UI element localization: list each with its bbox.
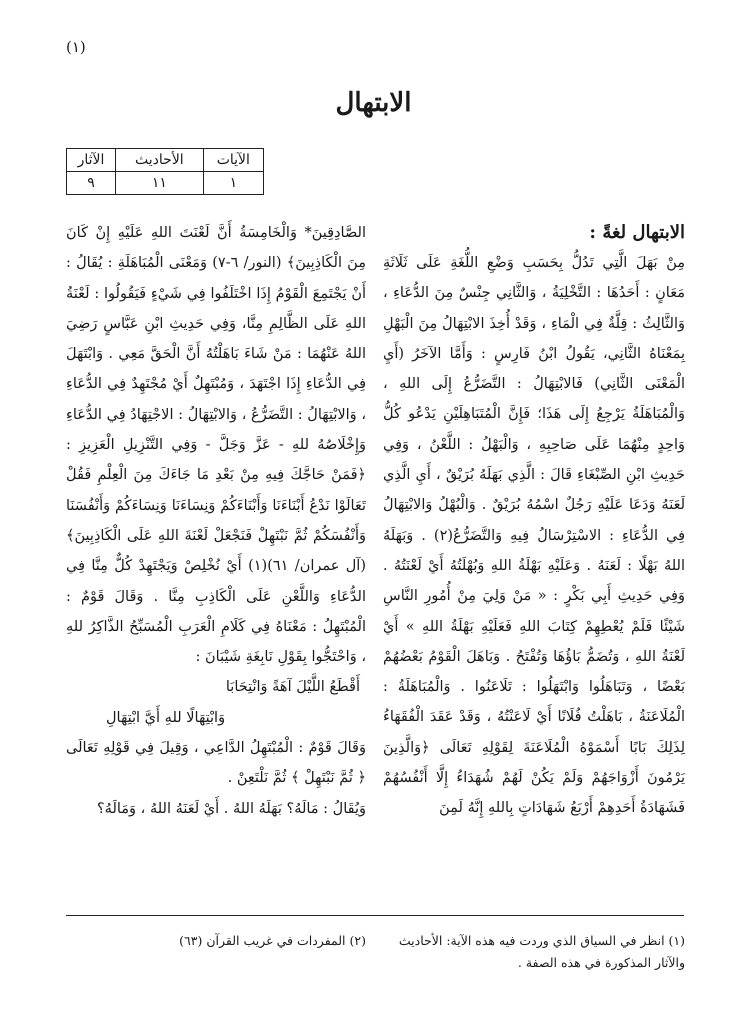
counts-table <box>66 148 264 195</box>
header-hadiths: الأحاديث <box>116 149 204 172</box>
counts-table-value-row <box>67 172 264 195</box>
poem-hemistich-2: وَابْتِهَالًا للهِ أَيَّ ابْتِهَالِ <box>106 709 226 726</box>
footnote-2-text: (٢) المفردات في غريب القرآن (٦٣) <box>179 933 366 948</box>
value-athar: ٩ <box>67 172 116 195</box>
footnote-divider <box>66 915 684 916</box>
left-column-closing-1: وَقَالَ قَوْمٌ : الْمُبْتَهِلُ الدَّاعِي ، وَقِيلَ فِي قَوْلِهِ تَعَالَى ﴿ ثُمَّ نَبْتَهِلْ ﴾ ثُمَّ نَلْتَعِنْ . <box>66 740 366 787</box>
poem-hemistich-1: أَقْطَعُ اللَّيْلَ آهَةً وَانْتِحَابَا <box>225 679 360 696</box>
value-verses: ١ <box>203 172 263 195</box>
header-athar: الآثار <box>67 149 116 172</box>
value-hadiths: ١١ <box>116 172 204 195</box>
left-column <box>66 218 366 824</box>
footnote-2 <box>66 930 366 952</box>
right-column-text: مِنْ بَهَلَ الَّتِي تَدُلُّ بِحَسَبِ وَضْعِ اللُّغَةِ عَلَى ثَلَاثَةِ مَعَانٍ : أَحَدُهَا : التَّخْلِيَةُ ، وَالثَّانِي جِنْسٌ مِنَ الدُّعَاءِ ، وَالثَّالِثُ : قِلَّةٌ فِي الْمَاءِ ، وَقَدْ أُخِذَ الابْتِهَالُ مِنَ الْبَهْلِ بِمَعْنَاهُ الثَّانِي، يَقُولُ ابْنُ فَارِسٍ : وَأَمَّا الآخَرُ (أَيِ الْمَعْنَى الثَّانِي) فَالابْتِهَالُ : التَّضَرُّعُ إِلَى اللهِ ، وَالْمُبَاهَلَةُ يَرْجِعُ إِلَى هَذَا؛ فَإِنَّ الْمُتَبَاهِلَيْنِ يَدْعُو كُلُّ وَاحِدٍ مِنْهُمَا عَلَى صَاحِبِهِ ، وَالْبَهْلُ : اللَّعْنُ ، وَفِي حَدِيثِ ابْنِ الصِّبْغَاءِ قَالَ : الَّذِي بَهَلَهُ بُرَيْقٌ ، أَيِ الَّذِي لَعَنَهُ وَدَعَا عَلَيْهِ رَجُلٌ اسْمُهُ بُرَيْقٌ . وَالْبُهْلُ وَالابْتِهَالُ فِي الدُّعَاءِ : الاسْتِرْسَالُ فِيهِ وَالتَّضَرُّعُ(٢) . وَبَهَلَهُ اللهُ بَهْلًا : لَعَنَهُ . وَعَلَيْهِ بَهْلَةُ اللهِ وَبُهْلَتُهُ أَيْ لَعْنَتُهُ . وَفِي حَدِيثِ أَبِي بَكْرٍ : « مَنْ وَلِيَ مِنْ أُمُورِ النَّاسِ شَيْئًا فَلَمْ يُعْطِهِمْ كِتَابَ اللهِ فَعَلَيْهِ بَهْلَةُ اللهِ » أَيْ لَعْنَةُ اللهِ ، وَتُضَمُّ بَاؤُهَا وَتُفْتَحُ . وَبَاهَلَ الْقَوْمُ بَعْضُهُمْ بَعْضًا ، وَتَبَاهَلُوا وَابْتَهَلُوا : تَلَاعَنُوا . وَالْمُبَاهَلَةُ : الْمُلَاعَنَةُ ، بَاهَلْتُ فُلَانًا أَيْ لَاعَنْتُهُ ، وَقَدْ عَقَدَ الْفُقَهَاءُ لِذَلِكَ بَابًا أَسْمَوْهُ الْمُلَاعَنَةَ لِقَوْلِهِ تَعَالَى ﴿وَالَّذِينَ يَرْمُونَ أَزْوَاجَهُمْ وَلَمْ يَكُنْ لَهُمْ شُهَدَاءُ إِلَّا أَنْفُسُهُمْ فَشَهَادَةُ أَحَدِهِمْ أَرْبَعُ شَهَادَاتٍ بِاللهِ إِنَّهُ لَمِنَ <box>383 255 686 817</box>
footnote-1-text: (١) انظر في السياق الذي وردت فيه هذه الآية: الأحاديث والآثار المذكورة في هذه الصفة . <box>398 933 685 970</box>
counts-table-header-row <box>67 149 264 172</box>
right-column <box>383 218 685 824</box>
left-column-closing-2: وَيُقَالُ : مَالَهُ؟ بَهَلَهُ اللهُ . أَيْ لَعَنَهُ اللهُ ، وَمَالَهُ؟ <box>96 800 366 817</box>
section-heading: الابتهال لغةً : <box>589 222 685 243</box>
header-verses: الآيات <box>203 149 263 172</box>
page-title: الابتهال <box>335 88 412 118</box>
footnote-1 <box>383 930 685 974</box>
left-column-text: الصَّادِقِينَ* وَالْخَامِسَةُ أَنَّ لَعْنَتَ اللهِ عَلَيْهِ إِنْ كَانَ مِنَ الْكَاذِبِينَ﴾ (النور/ ٦-٧) وَمَعْنَى الْمُبَاهَلَةِ : يُقَالُ : أَنْ يَجْتَمِعَ الْقَوْمُ إِذَا اخْتَلَفُوا فِي شَيْءٍ فَيَقُولُوا : لَعْنَةُ اللهِ عَلَى الظَّالِمِ مِنَّا، وَفِي حَدِيثِ ابْنِ عَبَّاسٍ رَضِيَ اللهُ عَنْهُمَا : مَنْ شَاءَ بَاهَلْتُهُ أَنَّ الْحَقَّ مَعِي . وَابْتَهَلَ فِي الدُّعَاءِ إِذَا اجْتَهَدَ ، وَمُبْتَهِلٌ أَيْ مُجْتَهِدٌ فِي الدُّعَاءِ ، وَالابْتِهَالُ : التَّضَرُّعُ ، وَالابْتِهَالُ : الاجْتِهَادُ فِي الدُّعَاءِ وَإِخْلَاصُهُ للهِ - عَزَّ وَجَلَّ - وَفِي التَّنْزِيلِ الْعَزِيزِ : ﴿فَمَنْ حَاجَّكَ فِيهِ مِنْ بَعْدِ مَا جَاءَكَ مِنَ الْعِلْمِ فَقُلْ تَعَالَوْا نَدْعُ أَبْنَاءَنَا وَأَبْنَاءَكُمْ وَنِسَاءَنَا وَنِسَاءَكُمْ وَأَنْفُسَنَا وَأَنْفُسَكُمْ ثُمَّ نَبْتَهِلْ فَنَجْعَلْ لَعْنَةَ اللهِ عَلَى الْكَاذِبِينَ﴾ (آل عمران/ ٦١)(١) أَيْ نُخْلِصْ وَيَجْتَهِدْ كُلٌّ مِنَّا فِي الدُّعَاءِ وَاللَّعْنِ عَلَى الْكَاذِبِ مِنَّا . وَقَالَ قَوْمٌ : الْمُبْتَهِلُ : مَعْنَاهُ فِي كَلَامِ الْعَرَبِ الْمُسَبِّحُ الذَّاكِرُ للهِ ، وَاحْتَجُّوا بِقَوْلِ نَابِغَةِ شَيْبَانَ : <box>66 225 366 666</box>
page-number: (١) <box>66 38 86 56</box>
